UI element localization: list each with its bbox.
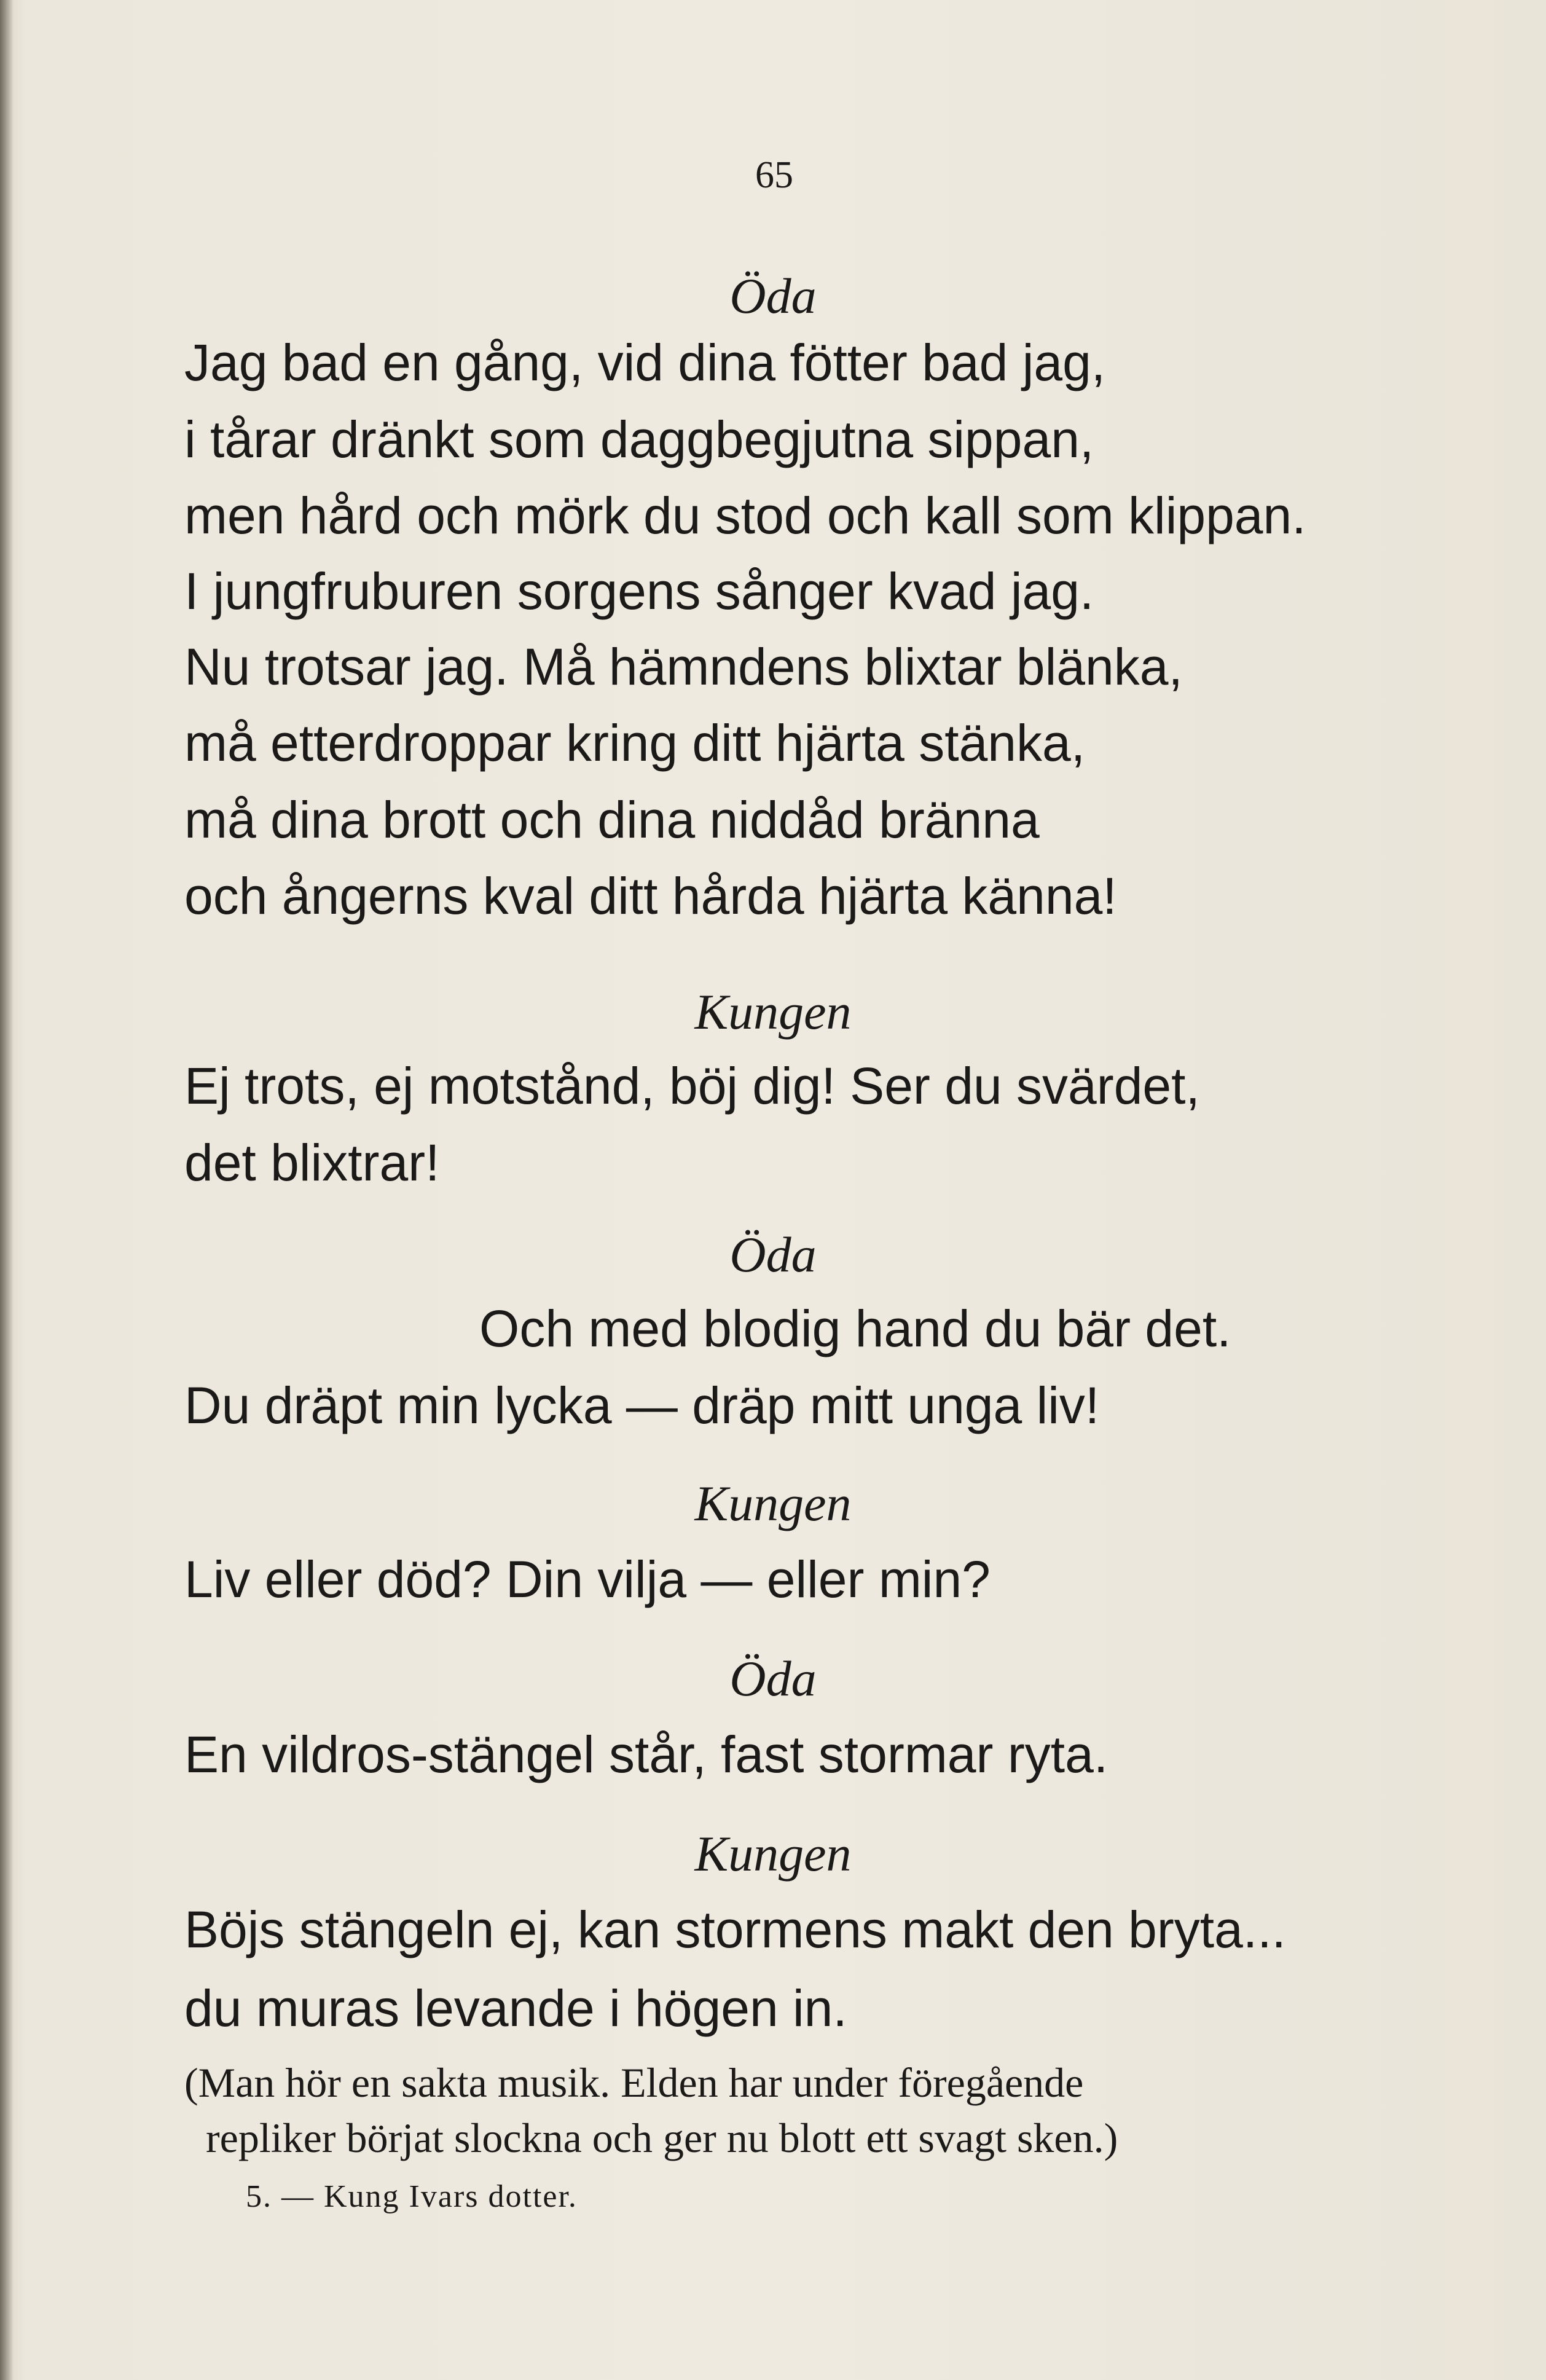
- verse-line: och ångerns kval ditt hårda hjärta känna!: [184, 867, 1117, 925]
- verse-line: Ej trots, ej motstånd, böj dig! Ser du svärdet,: [184, 1057, 1200, 1115]
- verse-line: I jungfruburen sorgens sånger kvad jag.: [184, 562, 1094, 620]
- verse-line: Nu trotsar jag. Må hämndens blixtar blänka,: [184, 638, 1183, 696]
- verse-line: det blixtrar!: [184, 1134, 440, 1192]
- verse-line: En vildros-stängel står, fast stormar ryta.: [184, 1726, 1108, 1783]
- verse-line: Böjs stängeln ej, kan stormens makt den bryta...: [184, 1901, 1286, 1958]
- speaker-label: Kungen: [694, 1826, 852, 1882]
- signature-mark: 5. — Kung Ivars dotter.: [246, 2179, 578, 2214]
- verse-line: må dina brott och dina niddåd bränna: [184, 791, 1040, 849]
- verse-line: må etterdroppar kring ditt hjärta stänka,: [184, 714, 1086, 772]
- verse-line: Du dräpt min lycka — dräp mitt unga liv!: [184, 1377, 1100, 1434]
- speaker-label: Kungen: [694, 984, 852, 1040]
- page-number: 65: [755, 154, 793, 196]
- verse-line: i tårar dränkt som daggbegjutna sippan,: [184, 410, 1094, 468]
- spine-shadow: [0, 0, 14, 2380]
- speaker-label: Öda: [729, 268, 817, 324]
- speaker-label: Öda: [729, 1227, 817, 1282]
- verse-line: du muras levande i högen in.: [184, 1979, 847, 2037]
- speaker-label: Öda: [729, 1651, 817, 1706]
- verse-line: Liv eller död? Din vilja — eller min?: [184, 1550, 991, 1608]
- verse-line: Jag bad en gång, vid dina fötter bad jag,: [184, 334, 1106, 391]
- stage-direction-line: repliker börjat slockna och ger nu blott ett svagt sken.): [206, 2115, 1118, 2161]
- speaker-label: Kungen: [694, 1475, 852, 1531]
- verse-line: Och med blodig hand du bär det.: [479, 1300, 1231, 1357]
- stage-direction-line: (Man hör en sakta musik. Elden har under föregående: [184, 2059, 1084, 2106]
- verse-line: men hård och mörk du stod och kall som klippan.: [184, 487, 1306, 544]
